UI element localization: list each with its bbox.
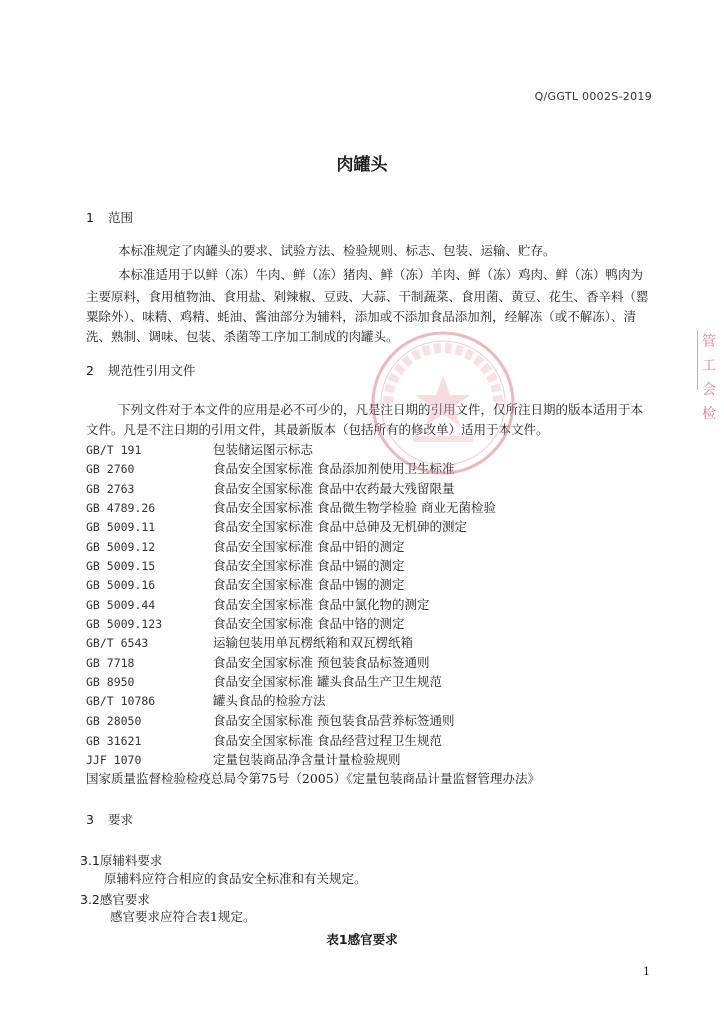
section-2-heading bbox=[86, 361, 196, 379]
scope-paragraph-2-line-4: 洗、熟制、调味、包装、杀菌等工序加工制成的肉罐头。 bbox=[86, 329, 399, 344]
reference-item bbox=[86, 634, 646, 652]
reference-item bbox=[86, 751, 646, 769]
section-number: 1 bbox=[86, 210, 94, 225]
reference-item bbox=[86, 576, 646, 594]
document-title: 肉罐头 bbox=[336, 155, 388, 175]
reference-code: GB 4789.26 bbox=[86, 501, 156, 515]
reference-code: GB 28050 bbox=[86, 714, 142, 728]
scope-paragraph-2-line-1: 本标准适用于以鲜（冻）牛肉、鲜（冻）猪肉、鲜（冻）羊肉、鲜（冻）鸡肉、鲜（冻）鸭肉为 bbox=[118, 267, 644, 282]
reference-code: GB 7718 bbox=[86, 656, 135, 670]
decree-reference: 国家质量监督检验检疫总局令第75号（2005）《定量包装商品计量监督管理办法》 bbox=[86, 771, 540, 786]
reference-code: GB 5009.16 bbox=[86, 578, 156, 592]
scope-paragraph-2-line-3: 粟除外）、味精、鸡精、蚝油、酱油部分为辅料，添加或不添加食品添加剂，经解冻（或不解冻）、清 bbox=[86, 309, 637, 324]
reference-item bbox=[86, 538, 646, 556]
edge-stamp-text: 会检 bbox=[702, 382, 716, 422]
reference-item bbox=[86, 732, 646, 750]
edge-stamp bbox=[697, 330, 724, 422]
reference-title: 食品安全国家标准 预包装食品营养标签通则 bbox=[213, 713, 455, 728]
subsection-3-1-heading: 3.1原辅料要求 bbox=[80, 853, 163, 868]
section-number: 2 bbox=[86, 363, 94, 378]
scope-paragraph-1: 本标准规定了肉罐头的要求、试验方法、检验规则、标志、包装、运输、贮存。 bbox=[118, 243, 556, 258]
reference-code: GB 5009.15 bbox=[86, 559, 156, 573]
reference-item bbox=[86, 557, 646, 575]
reference-title: 食品安全国家标准 食品添加剂使用卫生标准 bbox=[213, 461, 455, 476]
section-title: 要求 bbox=[108, 812, 134, 827]
reference-code: GB 5009.123 bbox=[86, 617, 163, 631]
reference-title: 食品安全国家标准 食品中铬的测定 bbox=[213, 616, 405, 631]
reference-item bbox=[86, 673, 646, 691]
page-number: 1 bbox=[643, 965, 650, 978]
subsection-3-1-text: 原辅料应符合相应的食品安全标准和有关规定。 bbox=[104, 871, 367, 886]
section-1-heading bbox=[86, 208, 133, 226]
references-intro-line-1: 下列文件对于本文件的应用是必不可少的，凡是注日期的引用文件，仅所注日期的版本适用于本 bbox=[118, 402, 644, 417]
reference-title: 食品安全国家标准 食品中总砷及无机砷的测定 bbox=[213, 519, 467, 534]
reference-item bbox=[86, 480, 646, 498]
reference-title: 食品安全国家标准 食品微生物学检验 商业无菌检验 bbox=[213, 500, 496, 515]
reference-code: GB 8950 bbox=[86, 675, 135, 689]
standard-code: Q/GGTL 0002S-2019 bbox=[534, 90, 652, 103]
subsection-3-2-text: 感官要求应符合表1规定。 bbox=[110, 909, 256, 924]
reference-code: GB 5009.12 bbox=[86, 540, 156, 554]
reference-title: 食品安全国家标准 食品经营过程卫生规范 bbox=[213, 733, 442, 748]
reference-title: 食品安全国家标准 食品中氯化物的测定 bbox=[213, 597, 430, 612]
section-title: 规范性引用文件 bbox=[108, 363, 196, 378]
references-intro-line-2: 文件。凡是不注日期的引用文件，其最新版本（包括所有的修改单）适用于本文件。 bbox=[86, 422, 549, 437]
reference-code: GB 5009.44 bbox=[86, 598, 156, 612]
reference-item bbox=[86, 654, 646, 672]
reference-title: 包装储运图示标志 bbox=[213, 442, 314, 457]
section-3-heading bbox=[86, 810, 133, 828]
reference-title: 食品安全国家标准 食品中锡的测定 bbox=[213, 577, 405, 592]
reference-code: JJF 1070 bbox=[86, 753, 142, 767]
reference-code: GB/T 191 bbox=[86, 443, 142, 457]
subsection-3-2-heading: 3.2感官要求 bbox=[80, 892, 150, 907]
reference-code: GB 2763 bbox=[86, 482, 135, 496]
reference-title: 罐头食品的检验方法 bbox=[213, 693, 326, 708]
scope-paragraph-2-line-2: 主要原料，食用植物油、食用盐、剁辣椒、豆豉、大蒜、干制蔬菜、食用菌、黄豆、花生、香辛料（罂 bbox=[86, 289, 649, 304]
seal-bottom-band bbox=[413, 436, 473, 442]
reference-item bbox=[86, 441, 646, 459]
reference-code: GB/T 6543 bbox=[86, 636, 149, 650]
reference-item bbox=[86, 518, 646, 536]
reference-title: 运输包装用单瓦楞纸箱和双瓦楞纸箱 bbox=[213, 635, 414, 650]
reference-title: 食品安全国家标准 食品中镉的测定 bbox=[213, 558, 405, 573]
reference-item bbox=[86, 499, 646, 517]
reference-code: GB 2760 bbox=[86, 462, 135, 476]
reference-code: GB 31621 bbox=[86, 734, 142, 748]
reference-item bbox=[86, 692, 646, 710]
reference-title: 定量包装商品净含量计量检验规则 bbox=[213, 752, 401, 767]
reference-item bbox=[86, 460, 646, 478]
section-title: 范围 bbox=[108, 210, 134, 225]
reference-code: GB/T 10786 bbox=[86, 694, 156, 708]
reference-title: 食品安全国家标准 食品中铅的测定 bbox=[213, 539, 405, 554]
table-caption: 表1感官要求 bbox=[326, 932, 398, 947]
reference-item bbox=[86, 615, 646, 633]
reference-item bbox=[86, 596, 646, 614]
seal-star bbox=[416, 376, 470, 426]
reference-title: 食品安全国家标准 罐头食品生产卫生规范 bbox=[213, 674, 442, 689]
reference-title: 食品安全国家标准 食品中农药最大残留限量 bbox=[213, 481, 455, 496]
edge-stamp-text: 管工 bbox=[702, 334, 716, 374]
reference-title: 食品安全国家标准 预包装食品标签通则 bbox=[213, 655, 430, 670]
reference-item bbox=[86, 712, 646, 730]
section-number: 3 bbox=[86, 812, 94, 827]
company-seal-stamp bbox=[368, 328, 518, 478]
reference-code: GB 5009.11 bbox=[86, 520, 156, 534]
